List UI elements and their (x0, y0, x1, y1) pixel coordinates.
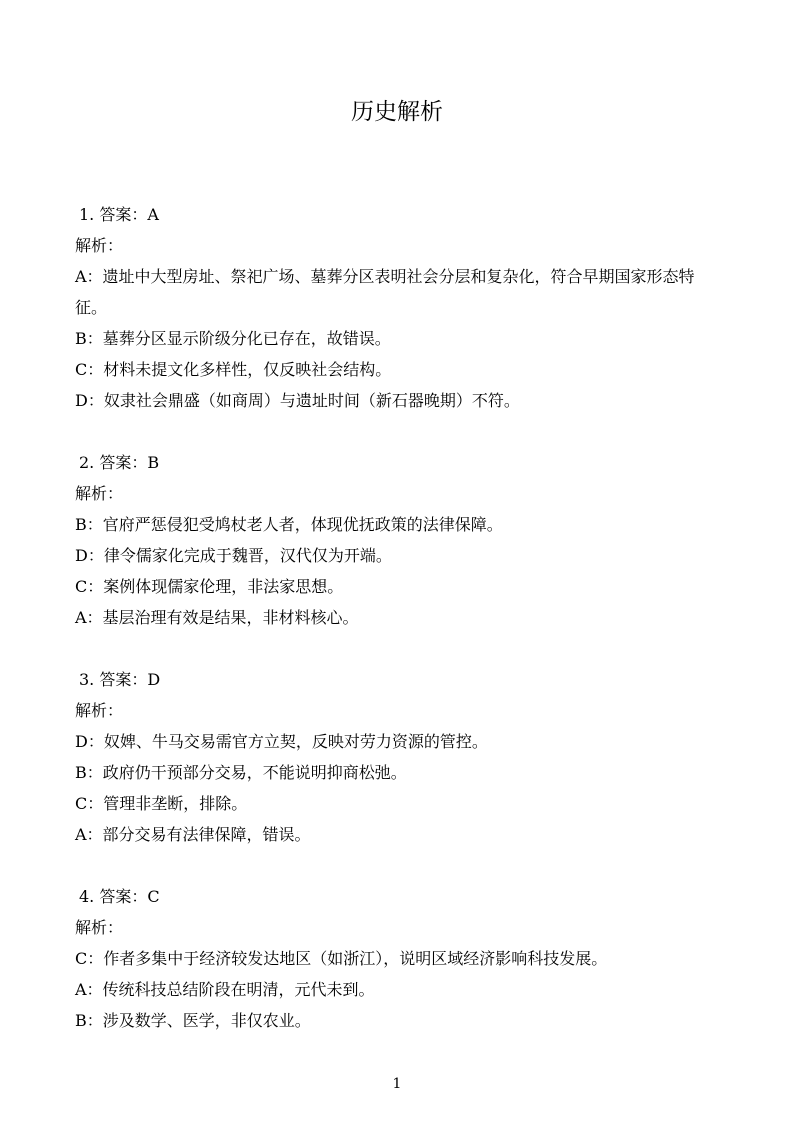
page-number: 1 (392, 1076, 402, 1092)
analysis-option-line: A：遗址中大型房址、祭祀广场、墓葬分区表明社会分层和复杂化，符合早期国家形态特征。 (75, 267, 695, 317)
question-3 (75, 664, 725, 850)
question-4 (75, 881, 725, 1036)
analysis-option-line: B：墓葬分区显示阶级分化已存在，故错误。 (75, 329, 391, 348)
analysis-option-line: C：案例体现儒家伦理，非法家思想。 (75, 577, 344, 596)
analysis-label: 解析： (75, 701, 124, 720)
analysis-label: 解析： (75, 484, 124, 503)
analysis-option-line: B：政府仍干预部分交易，不能说明抑商松弛。 (75, 763, 407, 782)
question-2 (75, 447, 725, 633)
analysis-label: 解析： (75, 236, 124, 255)
answer-line: 2. 答案：B (79, 453, 160, 472)
analysis-content (75, 199, 725, 1036)
answer-line: 1. 答案：A (79, 205, 159, 224)
analysis-option-line: D：律令儒家化完成于魏晋，汉代仅为开端。 (75, 546, 392, 565)
page-title: 历史解析 (351, 99, 443, 125)
answer-line: 4. 答案：C (79, 887, 160, 906)
analysis-option-line: A：部分交易有法律保障，错误。 (75, 825, 311, 844)
analysis-option-line: C：材料未提文化多样性，仅反映社会结构。 (75, 360, 392, 379)
answer-line: 3. 答案：D (79, 670, 161, 689)
analysis-option-line: D：奴婢、牛马交易需官方立契，反映对劳力资源的管控。 (75, 732, 488, 751)
analysis-option-line: B：涉及数学、医学，非仅农业。 (75, 1011, 311, 1030)
analysis-option-line: A：基层治理有效是结果，非材料核心。 (75, 608, 359, 627)
analysis-option-line: D：奴隶社会鼎盛（如商周）与遗址时间（新石器晚期）不符。 (75, 391, 520, 410)
analysis-option-line: B：官府严惩侵犯受鸠杖老人者，体现优抚政策的法律保障。 (75, 515, 503, 534)
analysis-label: 解析： (75, 918, 124, 937)
analysis-option-line: C：管理非垄断，排除。 (75, 794, 248, 813)
analysis-option-line: A：传统科技总结阶段在明清，元代未到。 (75, 980, 375, 999)
analysis-option-line: C：作者多集中于经济较发达地区（如浙江），说明区域经济影响科技发展。 (75, 949, 608, 968)
question-1 (75, 199, 725, 416)
